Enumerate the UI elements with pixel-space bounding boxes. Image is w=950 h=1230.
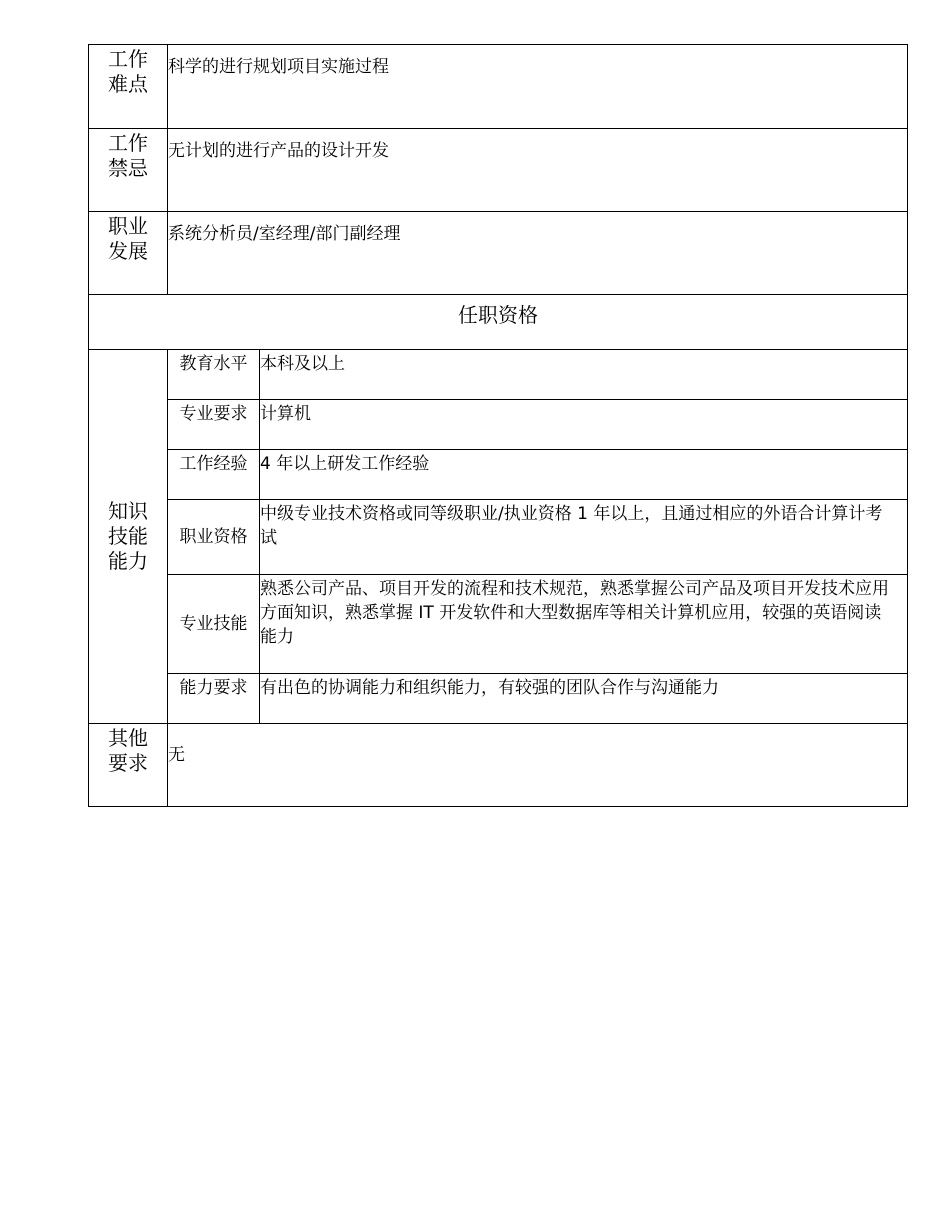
row-work-taboo	[89, 129, 908, 212]
qualification-value-experience: 4 年以上研发工作经验	[260, 450, 908, 500]
qualification-row	[89, 400, 908, 450]
label-career-development: 职业发展	[89, 212, 168, 295]
qualification-label-certification: 职业资格	[168, 500, 260, 575]
qualification-label-ability: 能力要求	[168, 674, 260, 724]
qualification-row	[89, 674, 908, 724]
row-career-development	[89, 212, 908, 295]
row-work-difficulty	[89, 45, 908, 129]
qualification-value-professional-skills: 熟悉公司产品、项目开发的流程和技术规范，熟悉掌握公司产品及项目开发技术应用方面知识，熟悉掌握 IT 开发软件和大型数据库等相关计算机应用，较强的英语阅读能力	[260, 575, 908, 674]
qualification-label-major: 专业要求	[168, 400, 260, 450]
qualification-row	[89, 350, 908, 400]
qualification-label-professional-skills: 专业技能	[168, 575, 260, 674]
qualification-value-ability: 有出色的协调能力和组织能力，有较强的团队合作与沟通能力	[260, 674, 908, 724]
job-description-table	[88, 44, 908, 807]
value-career-development: 系统分析员/室经理/部门副经理	[168, 212, 908, 295]
label-knowledge-skills: 知识技能能力	[89, 350, 168, 724]
qualification-value-certification: 中级专业技术资格或同等级职业/执业资格 1 年以上，且通过相应的外语合计算计考试	[260, 500, 908, 575]
label-work-difficulty: 工作难点	[89, 45, 168, 129]
qualification-row	[89, 500, 908, 575]
qualification-label-education: 教育水平	[168, 350, 260, 400]
value-work-taboo: 无计划的进行产品的设计开发	[168, 129, 908, 212]
qualification-row	[89, 575, 908, 674]
row-qualifications-header	[89, 295, 908, 350]
qualification-label-experience: 工作经验	[168, 450, 260, 500]
qualification-value-education: 本科及以上	[260, 350, 908, 400]
section-title-qualifications: 任职资格	[89, 295, 908, 350]
qualification-value-major: 计算机	[260, 400, 908, 450]
qualification-row	[89, 450, 908, 500]
label-work-taboo: 工作禁忌	[89, 129, 168, 212]
value-work-difficulty: 科学的进行规划项目实施过程	[168, 45, 908, 129]
row-other-requirements	[89, 724, 908, 807]
label-other-requirements: 其他要求	[89, 724, 168, 807]
value-other-requirements: 无	[168, 724, 908, 807]
